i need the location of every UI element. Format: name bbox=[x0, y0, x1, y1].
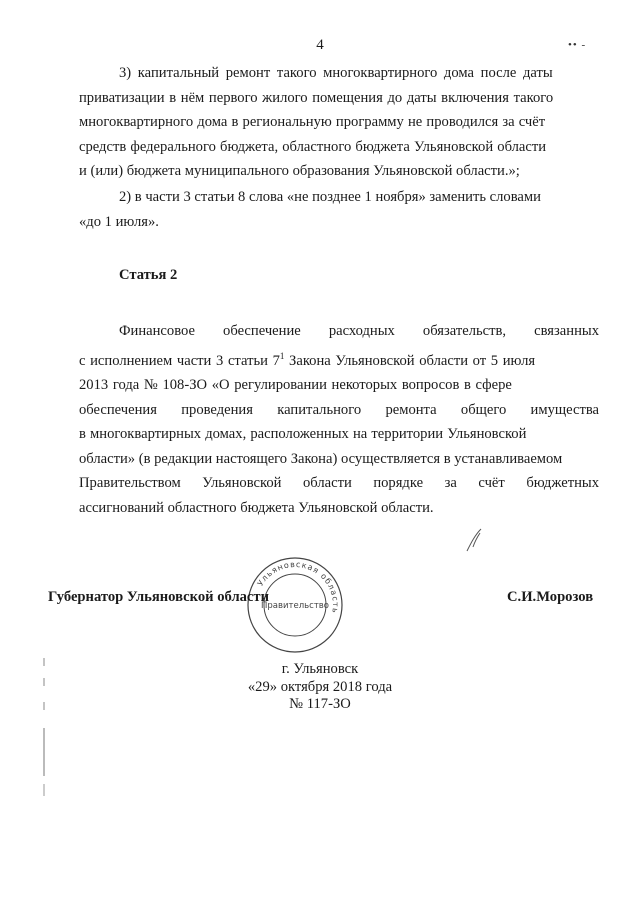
text-line bbox=[79, 344, 599, 373]
text-line: Финансовое обеспечение расходных обязательств, связанных bbox=[119, 323, 599, 339]
paragraph-amendment-item-3 bbox=[79, 61, 599, 184]
stamp-center-text: Правительство bbox=[261, 601, 329, 611]
article-2-body bbox=[79, 319, 599, 521]
text-line: Правительством Ульяновской области порядке за счёт бюджетных bbox=[79, 475, 599, 492]
city-line: г. Ульяновск bbox=[281, 661, 359, 677]
paragraph-amendment-item-2 bbox=[79, 185, 599, 234]
text-line: и (или) бюджета муниципального образования Ульяновской области.»; bbox=[79, 163, 520, 180]
signer-title: Губернатор Ульяновской области bbox=[48, 589, 269, 605]
article-heading: Статья 2 bbox=[119, 267, 178, 283]
superscript-index: 1 bbox=[279, 350, 285, 361]
text-line: многоквартирного дома в региональную программу не проводился за счёт bbox=[79, 114, 546, 131]
signer-name: С.И.Морозов bbox=[507, 589, 594, 605]
text-line: обеспечения проведения капитального ремонта общего имущества bbox=[79, 401, 599, 418]
stamp-ring-text: Ульяновская область bbox=[255, 559, 341, 615]
signature-scribble bbox=[463, 525, 493, 555]
scan-margin-marks bbox=[41, 658, 47, 798]
date-line: «29» октября 2018 года bbox=[247, 678, 393, 695]
text-line: приватизации в нём первого жилого помещения до даты включения такого bbox=[79, 89, 554, 106]
text-fragment: с исполнением части 3 статьи 7 bbox=[79, 352, 280, 369]
place-date-number bbox=[0, 661, 640, 714]
text-line: ассигнований областного бюджета Ульяновской области. bbox=[79, 500, 434, 517]
text-line: 3) капитальный ремонт такого многоквартирного дома после даты bbox=[119, 65, 553, 81]
text-line: средств федерального бюджета, областного бюджета Ульяновской области bbox=[79, 138, 547, 155]
text-fragment: Закона Ульяновской области от 5 июля bbox=[284, 352, 536, 369]
text-line: в многоквартирных домах, расположенных на территории Ульяновской bbox=[79, 426, 527, 443]
page-number: 4 bbox=[316, 37, 324, 53]
text-line: 2013 года № 108-ЗО «О регулировании некоторых вопросов в сфере bbox=[79, 377, 512, 394]
text-line: области» (в редакции настоящего Закона) осуществляется в устанавливаемом bbox=[79, 450, 563, 467]
text-line: «до 1 июля». bbox=[79, 213, 159, 230]
corner-scan-mark: •• - bbox=[568, 39, 587, 51]
law-number-line: № 117-ЗО bbox=[289, 696, 351, 712]
text-line: 2) в части 3 статьи 8 слова «не позднее 1 ноября» заменить словами bbox=[119, 189, 541, 205]
